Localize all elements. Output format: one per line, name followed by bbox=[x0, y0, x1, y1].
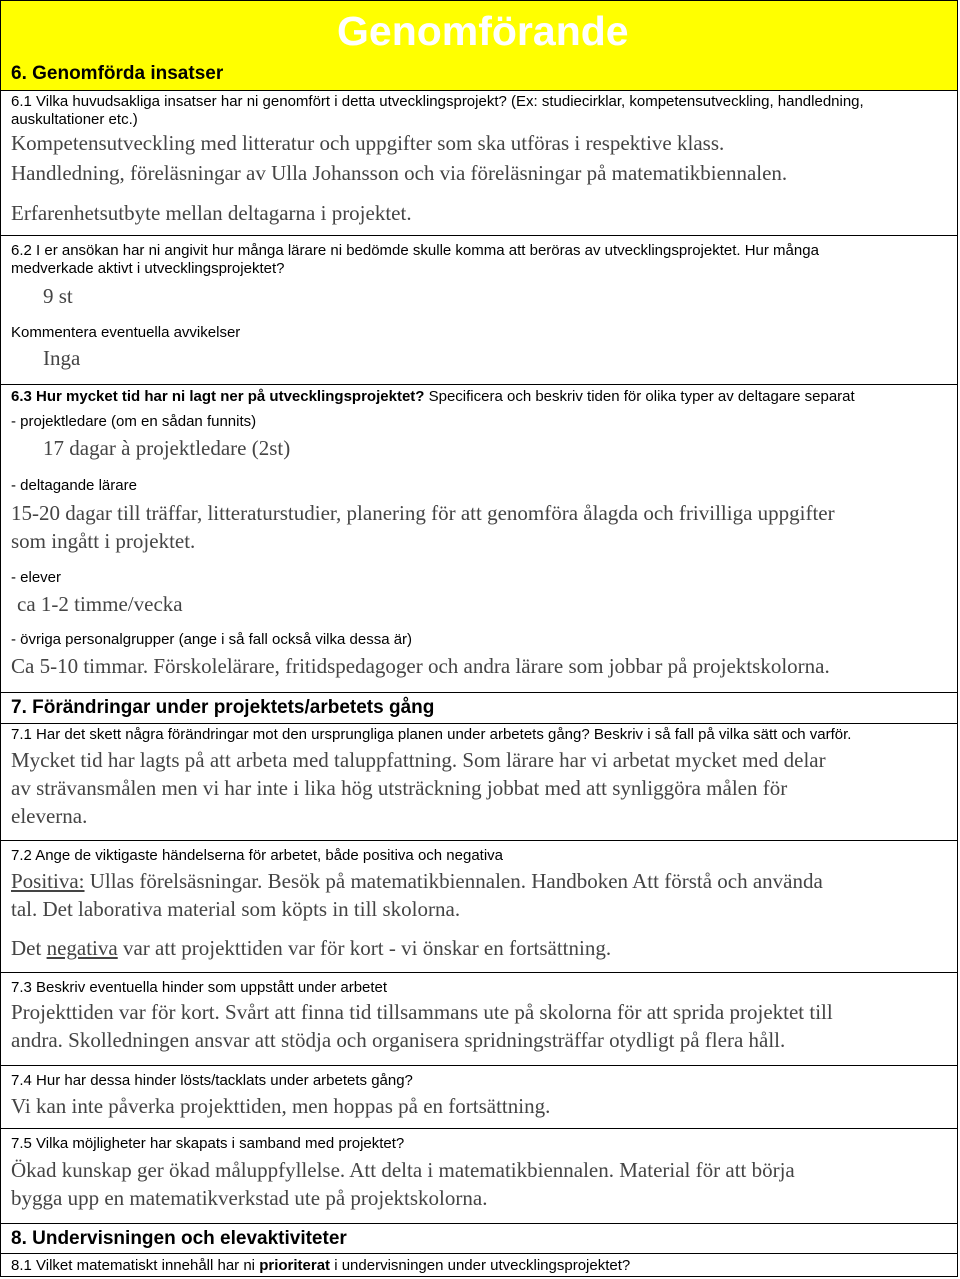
question-7-5: 7.5 Vilka möjligheter har skapats i samband med projektet? bbox=[11, 1135, 405, 1152]
answer-7-5-line2: bygga upp en matematikverkstad ute på projektskolorna. bbox=[11, 1186, 488, 1210]
answer-6-2: 9 st bbox=[43, 284, 73, 308]
answer-7-2-negative bbox=[11, 934, 611, 962]
divider bbox=[1, 1223, 957, 1224]
banner-title: Genomförande bbox=[337, 8, 629, 54]
divider bbox=[1, 1253, 957, 1254]
question-6-2-line2: medverkade aktivt i utvecklingsprojektet? bbox=[11, 260, 285, 277]
answer-6-1-line3: Erfarenhetsutbyte mellan deltagarna i projektet. bbox=[11, 201, 412, 225]
divider bbox=[1, 840, 957, 841]
section-8-title: 8. Undervisningen och elevaktiviteter bbox=[11, 1228, 347, 1249]
answer-7-3-line1: Projekttiden var för kort. Svårt att finna tid tillsammans ute på skolorna för att sprida projektet till bbox=[11, 1000, 833, 1024]
answer-teachers-line1: 15-20 dagar till träffar, litteraturstudier, planering för att genomföra ålagda och frivilliga uppgifter bbox=[11, 501, 835, 525]
answer-7-1-line1: Mycket tid har lagts på att arbeta med taluppfattning. Som lärare har vi arbetat mycket med delar bbox=[11, 748, 826, 772]
answer-teachers-line2: som ingått i projektet. bbox=[11, 529, 196, 553]
divider bbox=[1, 235, 957, 236]
divider bbox=[1, 1128, 957, 1129]
question-6-1-line1: 6.1 Vilka huvudsakliga insatser har ni genomfört i detta utvecklingsprojekt? (Ex: studiecirklar, kompetensutveckling, handledning, bbox=[11, 93, 864, 110]
divider bbox=[1, 692, 957, 693]
answer-7-4: Vi kan inte påverka projekttiden, men hoppas på en fortsättning. bbox=[11, 1094, 551, 1118]
question-6-2-line1: 6.2 I er ansökan har ni angivit hur många lärare ni bedömde skulle komma att beröras av utvecklingsprojektet. Hur många bbox=[11, 242, 819, 259]
answer-7-1-line3: eleverna. bbox=[11, 804, 88, 828]
question-8-1-post: i undervisningen under utvecklingsprojektet? bbox=[330, 1257, 631, 1274]
question-8-1-pre: 8.1 Vilket matematiskt innehåll har ni bbox=[11, 1257, 260, 1274]
divider bbox=[1, 1065, 957, 1066]
answer-other-staff: Ca 5-10 timmar. Förskolelärare, fritidspedagoger och andra lärare som jobbar på projektskolorna. bbox=[11, 654, 830, 678]
answer-7-5-line1: Ökad kunskap ger ökad måluppfyllelse. Att delta i matematikbiennalen. Material för att börja bbox=[11, 1158, 795, 1182]
divider bbox=[1, 90, 957, 91]
answer-7-1-line2: av strävansmålen men vi har inte i lika hög utsträckning jobbat med att synliggöra målen för bbox=[11, 776, 788, 800]
question-6-3-bold: 6.3 Hur mycket tid har ni lagt ner på utvecklingsprojektet? bbox=[11, 388, 425, 405]
question-6-3-rest: Specificera och beskriv tiden för olika typer av deltagare separat bbox=[424, 388, 855, 405]
section-7-title: 7. Förändringar under projektets/arbetets gång bbox=[11, 697, 435, 718]
question-8-1-bold: prioriterat bbox=[259, 1257, 331, 1274]
answer-students: ca 1-2 timme/vecka bbox=[17, 592, 183, 616]
section-6-title: 6. Genomförda insatser bbox=[11, 63, 224, 84]
answer-6-1-line2: Handledning, föreläsningar av Ulla Johansson och via föreläsningar på matematikbiennalen. bbox=[11, 161, 788, 185]
negative-word: negativa bbox=[46, 936, 118, 960]
question-7-2: 7.2 Ange de viktigaste händelserna för arbetet, både positiva och negativa bbox=[11, 847, 504, 864]
question-6-3 bbox=[11, 388, 855, 406]
question-7-3: 7.3 Beskriv eventuella hinder som uppstått under arbetet bbox=[11, 979, 388, 996]
divider bbox=[1, 972, 957, 973]
question-8-1 bbox=[11, 1257, 630, 1275]
positive-label: Positiva: bbox=[11, 869, 85, 893]
label-teachers: - deltagande lärare bbox=[11, 477, 137, 494]
answer-6-1-line1: Kompetensutveckling med litteratur och uppgifter som ska utföras i respektive klass. bbox=[11, 131, 725, 155]
negative-pre: Det bbox=[11, 936, 47, 960]
negative-post: var att projekttiden var för kort - vi önskar en fortsättning. bbox=[117, 936, 612, 960]
divider bbox=[1, 723, 957, 724]
answer-7-3-line2: andra. Skolledningen ansvar att stödja och organisera spridningsträffar otydligt på flera håll. bbox=[11, 1028, 786, 1052]
label-other-staff: - övriga personalgrupper (ange i så fall också vilka dessa är) bbox=[11, 631, 413, 648]
answer-7-2-line2: tal. Det laborativa material som köpts in till skolorna. bbox=[11, 897, 461, 921]
question-6-1-line2: auskultationer etc.) bbox=[11, 111, 138, 128]
comment-label-6-2: Kommentera eventuella avvikelser bbox=[11, 324, 241, 341]
label-students: - elever bbox=[11, 569, 62, 586]
positive-text: Ullas förelsäsningar. Besök på matematikbiennalen. Handboken Att förstå och använda bbox=[84, 869, 823, 893]
answer-project-leader: 17 dagar à projektledare (2st) bbox=[43, 436, 291, 460]
question-7-4: 7.4 Hur har dessa hinder lösts/tacklats under arbetets gång? bbox=[11, 1072, 413, 1089]
label-project-leader: - projektledare (om en sådan funnits) bbox=[11, 413, 257, 430]
question-7-1: 7.1 Har det skett några förändringar mot den ursprungliga planen under arbetets gång? Beskriv i så fall på vilka sätt och varför. bbox=[11, 726, 852, 743]
answer-7-2-line1 bbox=[11, 867, 823, 895]
divider bbox=[1, 384, 957, 385]
comment-answer-6-2: Inga bbox=[43, 346, 81, 370]
